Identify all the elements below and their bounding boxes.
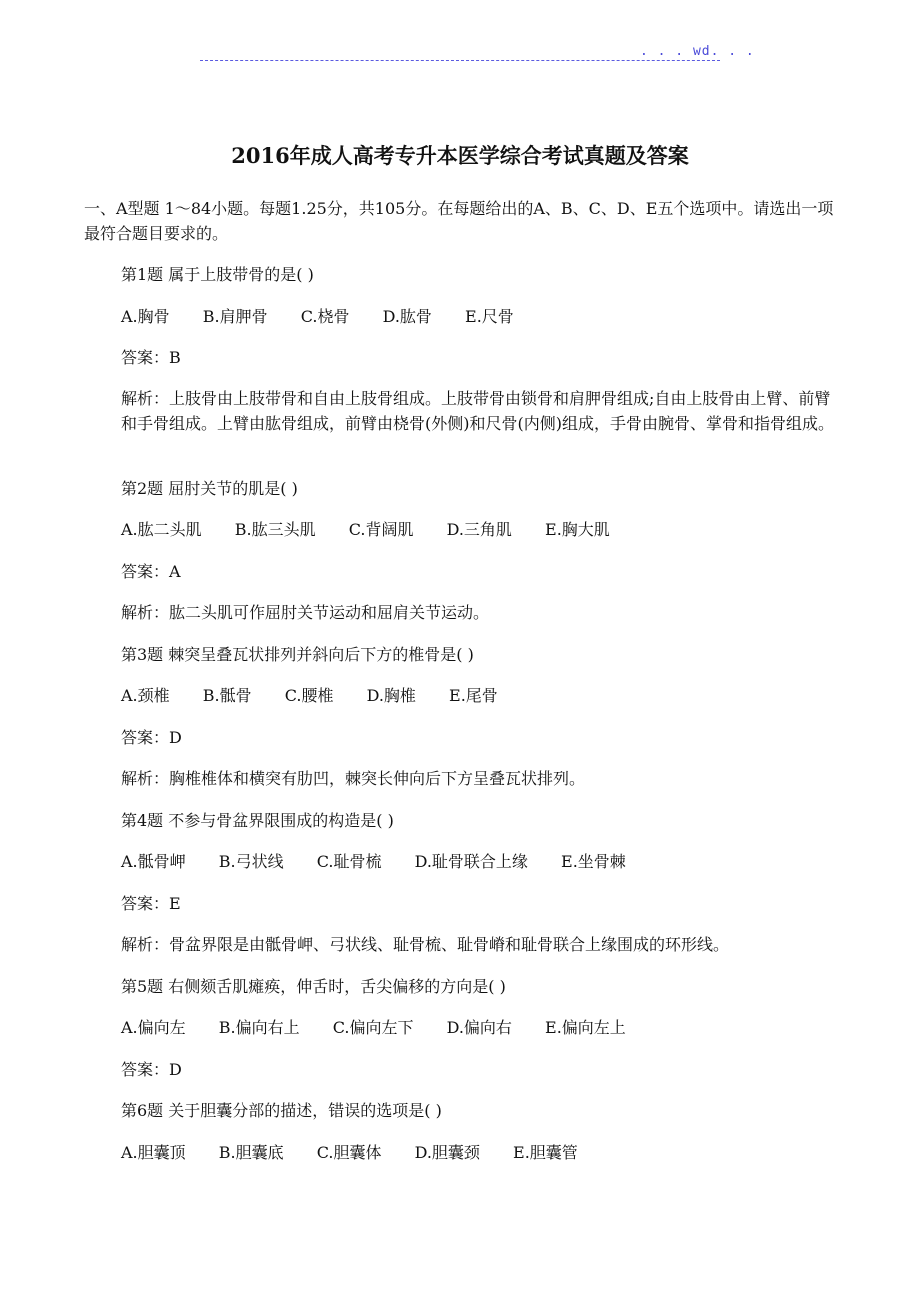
question-6-stem: 第6题 关于胆囊分部的描述，错误的选项是( ) [121, 1101, 442, 1120]
option-b: B.肱三头肌 [234, 520, 316, 539]
question-4-options [121, 849, 841, 874]
option-d: D.耻骨联合上缘 [414, 852, 528, 871]
option-e: E.尾骨 [449, 686, 498, 705]
option-c: C.腰椎 [284, 686, 334, 705]
question-4-analysis: 解析：骨盆界限是由骶骨岬、弓状线、耻骨梳、耻骨嵴和耻骨联合上缘围成的环形线。 [121, 935, 730, 954]
question-3-answer: 答案：D [121, 728, 182, 747]
option-a: A.胆囊顶 [121, 1143, 186, 1162]
question-1-analysis: 解析：上肢骨由上肢带骨和自由上肢骨组成。上肢带骨由锁骨和肩胛骨组成;自由上肢骨由上臂、前臂和手骨组成。上臂由肱骨组成，前臂由桡骨(外侧)和尺骨(内侧)组成，手骨由腕骨、掌骨和指骨组成。 [121, 389, 834, 433]
header-watermark: . . . wd. . . [640, 44, 755, 59]
question-1-options [121, 304, 841, 329]
option-a: A.肱二头肌 [121, 520, 202, 539]
question-4-stem: 第4题 不参与骨盆界限围成的构造是( ) [121, 811, 394, 830]
option-a: A.颈椎 [121, 686, 170, 705]
question-2-analysis: 解析：肱二头肌可作屈肘关节运动和屈肩关节运动。 [121, 603, 490, 622]
option-e: E.坐骨棘 [561, 852, 626, 871]
question-5-answer: 答案：D [121, 1060, 182, 1079]
option-b: B.肩胛骨 [202, 307, 268, 326]
option-d: D.胸椎 [366, 686, 416, 705]
section-intro: 一、A型题 1～84小题。每题1.25分，共105分。在每题给出的A、B、C、D、E五个选项中。请选出一项最符合题目要求的。 [84, 199, 834, 243]
question-5-stem: 第5题 右侧颏舌肌瘫痪，伸舌时，舌尖偏移的方向是( ) [121, 977, 506, 996]
option-d: D.三角肌 [446, 520, 512, 539]
page-title: 2016年成人高考专升本医学综合考试真题及答案 [231, 143, 689, 168]
question-1-stem: 第1题 属于上肢带骨的是( ) [121, 265, 314, 284]
question-3-stem: 第3题 棘突呈叠瓦状排列并斜向后下方的椎骨是( ) [121, 645, 474, 664]
option-e: E.尺骨 [465, 307, 514, 326]
option-c: C.偏向左下 [332, 1018, 414, 1037]
question-4-answer: 答案：E [121, 894, 181, 913]
option-e: E.胸大肌 [545, 520, 610, 539]
question-2-answer: 答案：A [121, 562, 181, 581]
option-a: A.偏向左 [121, 1018, 186, 1037]
option-d: D.胆囊颈 [414, 1143, 480, 1162]
question-6-options [121, 1140, 841, 1165]
header-divider [200, 60, 720, 61]
option-a: A.骶骨岬 [121, 852, 186, 871]
question-2-stem: 第2题 屈肘关节的肌是( ) [121, 479, 298, 498]
option-d: D.偏向右 [446, 1018, 512, 1037]
option-d: D.肱骨 [382, 307, 432, 326]
option-c: C.桡骨 [300, 307, 350, 326]
question-1-answer: 答案：B [121, 348, 181, 367]
option-e: E.偏向左上 [545, 1018, 626, 1037]
option-c: C.背阔肌 [348, 520, 414, 539]
question-5-options [121, 1015, 841, 1040]
question-3-options [121, 683, 841, 708]
question-3-analysis: 解析：胸椎椎体和横突有肋凹，棘突长伸向后下方呈叠瓦状排列。 [121, 769, 586, 788]
option-b: B.胆囊底 [218, 1143, 284, 1162]
option-a: A.胸骨 [121, 307, 170, 326]
option-e: E.胆囊管 [513, 1143, 578, 1162]
question-2-options [121, 517, 841, 542]
option-b: B.骶骨 [202, 686, 252, 705]
option-b: B.弓状线 [218, 852, 284, 871]
option-c: C.胆囊体 [316, 1143, 382, 1162]
option-b: B.偏向右上 [218, 1018, 300, 1037]
option-c: C.耻骨梳 [316, 852, 382, 871]
